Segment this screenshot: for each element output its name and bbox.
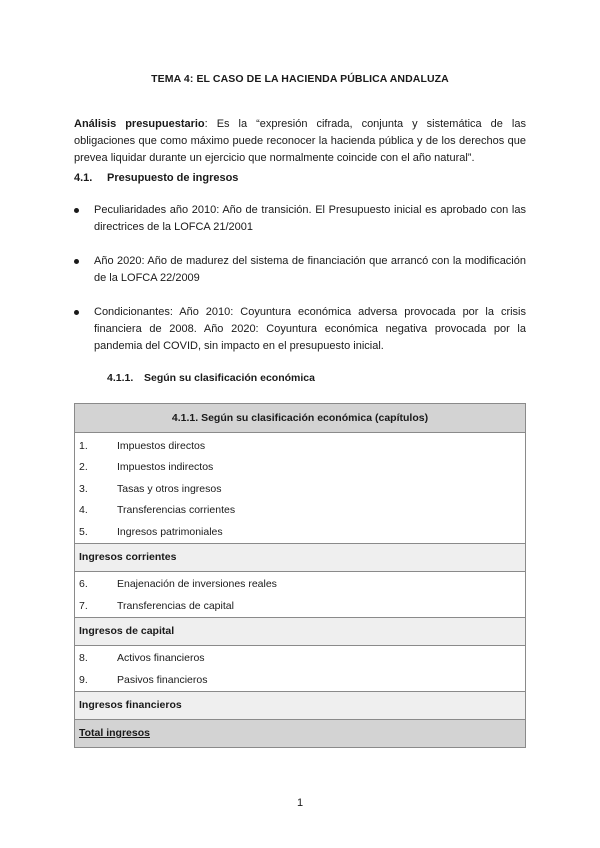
table-row xyxy=(75,433,526,457)
table-row xyxy=(75,595,526,617)
table-row xyxy=(75,478,526,500)
table-header-row xyxy=(75,404,526,433)
row-number: 2. xyxy=(79,461,88,474)
bullet-list xyxy=(74,202,526,372)
row-label: Tasas y otros ingresos xyxy=(117,482,222,495)
bullet-item xyxy=(74,304,526,355)
subsection-title: Según su clasificación económica xyxy=(144,372,315,384)
subtotal-row-corrientes xyxy=(75,543,526,571)
total-label: Total ingresos xyxy=(75,719,526,747)
subtotal-label: Ingresos corrientes xyxy=(75,543,526,571)
table-row xyxy=(75,645,526,669)
subtotal-label: Ingresos de capital xyxy=(75,617,526,645)
section-number: 4.1. xyxy=(74,172,93,184)
row-number: 9. xyxy=(79,673,88,686)
row-number: 1. xyxy=(79,439,88,452)
bullet-dot-icon xyxy=(74,208,79,213)
intro-text: : Es la “expresión cifrada, conjunta y sistemática de las obligaciones que como máximo puede reconocer la hacienda pública y de los derechos que prevea liquidar durante un ejercicio que normalmente coincide con el año natural”. xyxy=(74,118,526,164)
table-row xyxy=(75,571,526,595)
bullet-item xyxy=(74,253,526,287)
subtotal-row-financieros xyxy=(75,691,526,719)
row-number: 4. xyxy=(79,504,88,517)
section-heading xyxy=(74,172,238,184)
subtotal-row-capital xyxy=(75,617,526,645)
bullet-text: Peculiaridades año 2010: Año de transición. El Presupuesto inicial es aprobado con las directrices de la LOFCA 21/2001 xyxy=(94,204,526,233)
table-row xyxy=(75,500,526,522)
row-number: 8. xyxy=(79,652,88,665)
table-header: 4.1.1. Según su clasificación económica (capítulos) xyxy=(75,404,526,433)
row-label: Ingresos patrimoniales xyxy=(117,525,223,538)
bullet-dot-icon xyxy=(74,310,79,315)
bullet-dot-icon xyxy=(74,259,79,264)
section-title: Presupuesto de ingresos xyxy=(107,172,239,184)
bullet-text: Año 2020: Año de madurez del sistema de financiación que arrancó con la modificación de la LOFCA 22/2009 xyxy=(94,255,526,284)
row-label: Pasivos financieros xyxy=(117,673,208,686)
table-row xyxy=(75,521,526,543)
page-title: TEMA 4: EL CASO DE LA HACIENDA PÚBLICA ANDALUZA xyxy=(151,73,449,85)
row-label: Transferencias corrientes xyxy=(117,504,236,517)
row-label: Impuestos directos xyxy=(117,439,206,452)
row-number: 3. xyxy=(79,482,88,495)
subtotal-label: Ingresos financieros xyxy=(75,691,526,719)
subsection-heading xyxy=(107,372,315,384)
intro-term: Análisis presupuestario xyxy=(74,118,205,130)
table-row xyxy=(75,457,526,479)
row-label: Transferencias de capital xyxy=(117,599,234,612)
row-number: 7. xyxy=(79,599,88,612)
bullet-item xyxy=(74,202,526,236)
table-row xyxy=(75,669,526,691)
row-label: Enajenación de inversiones reales xyxy=(117,578,277,591)
intro-paragraph xyxy=(74,116,526,167)
total-row xyxy=(75,719,526,747)
row-label: Activos financieros xyxy=(117,652,205,665)
row-label: Impuestos indirectos xyxy=(117,461,214,474)
bullet-text: Condicionantes: Año 2010: Coyuntura económica adversa provocada por la crisis financiera de 2008. Año 2020: Coyuntura económica negativa provocada por la pandemia del COVID, sin impacto en el presupuesto inicial. xyxy=(94,306,526,352)
row-number: 6. xyxy=(79,578,88,591)
row-number: 5. xyxy=(79,525,88,538)
subsection-number: 4.1.1. xyxy=(107,372,134,384)
page-number: 1 xyxy=(296,797,304,809)
classification-table xyxy=(74,403,526,748)
